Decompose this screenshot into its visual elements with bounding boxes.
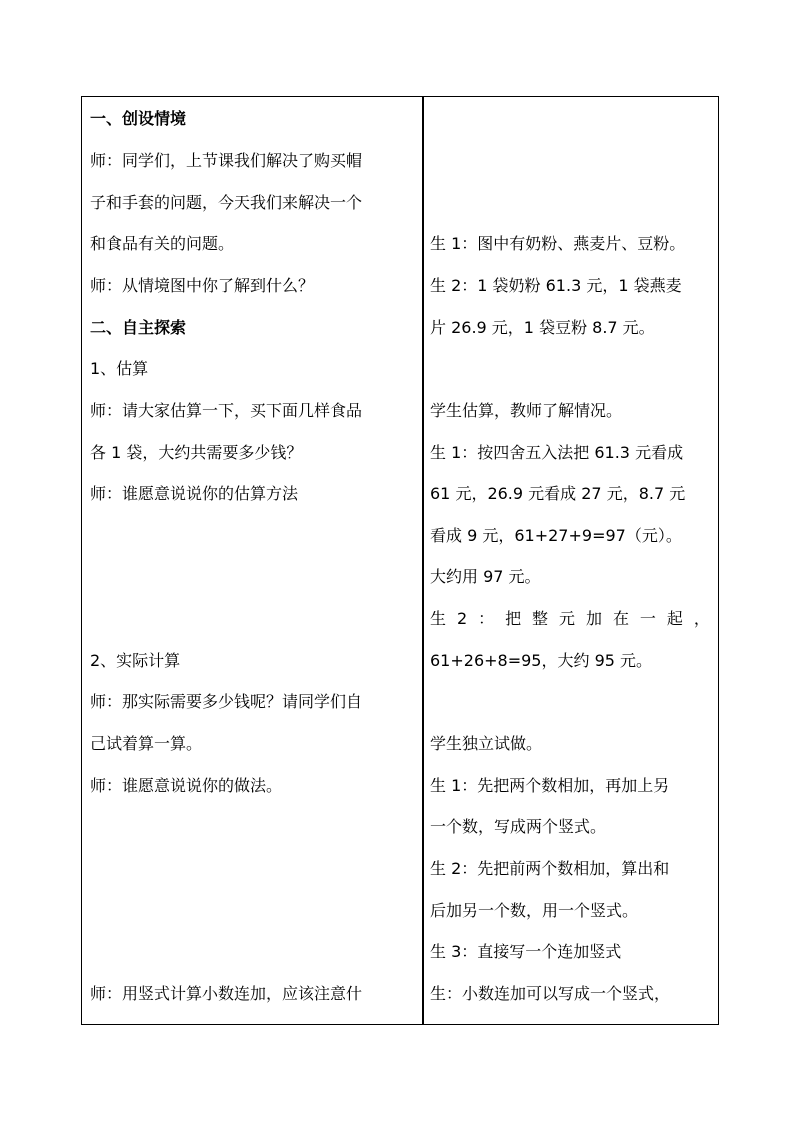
- teacher-line: 师：谁愿意说说你的估算方法: [90, 484, 299, 503]
- column-divider: [422, 97, 424, 1024]
- student-line: 学生独立试做。: [430, 734, 543, 753]
- student-line: 看成 9 元，61+27+9=97（元）。: [430, 526, 682, 545]
- teacher-line: 师：谁愿意说说你的做法。: [90, 776, 283, 795]
- teacher-line: 师：用竖式计算小数连加，应该注意什: [90, 984, 363, 1003]
- student-line: 生 1：按四舍五入法把 61.3 元看成: [430, 443, 684, 462]
- text-char: 整: [532, 609, 549, 628]
- text-char: 一: [639, 609, 656, 628]
- lesson-table: [81, 96, 719, 1025]
- student-line: 61+26+8=95，大约 95 元。: [430, 651, 653, 670]
- teacher-line: 师：那实际需要多少钱呢？请同学们自: [90, 692, 363, 711]
- text-char: ，: [693, 609, 710, 628]
- teacher-line: 师：同学们，上节课我们解决了购买帽: [90, 151, 363, 170]
- teacher-line: 各 1 袋，大约共需要多少钱？: [90, 443, 303, 462]
- student-line: 片 26.9 元，1 袋豆粉 8.7 元。: [430, 318, 655, 337]
- text-char: 2: [456, 609, 468, 628]
- student-line: 61 元，26.9 元看成 27 元，8.7 元: [430, 484, 686, 503]
- text-char: 把: [505, 609, 522, 628]
- student-line-justified: [430, 609, 710, 629]
- student-line: 后加另一个数，用一个竖式。: [430, 901, 639, 920]
- student-line: 大约用 97 元。: [430, 567, 541, 586]
- student-line: 生 2：先把前两个数相加，算出和: [430, 859, 670, 878]
- text-char: 生: [430, 609, 447, 628]
- text-char: ：: [478, 609, 495, 628]
- student-line: 一个数，写成两个竖式。: [430, 817, 607, 836]
- student-line: 生 1：图中有奶粉、燕麦片、豆粉。: [430, 234, 686, 253]
- teacher-line: 己试着算一算。: [90, 734, 203, 753]
- teacher-line: 师：从情境图中你了解到什么？: [90, 276, 315, 295]
- section-title-2: 二、自主探索: [90, 318, 187, 337]
- teacher-line: 和食品有关的问题。: [90, 234, 235, 253]
- teacher-line: 子和手套的问题，今天我们来解决一个: [90, 193, 363, 212]
- teacher-line: 师：请大家估算一下，买下面几样食品: [90, 401, 363, 420]
- subsection-title-actual: 2、实际计算: [90, 651, 181, 670]
- text-char: 在: [612, 609, 629, 628]
- student-line: 生 2：1 袋奶粉 61.3 元，1 袋燕麦: [430, 276, 682, 295]
- student-line: 生 1：先把两个数相加，再加上另: [430, 776, 670, 795]
- text-char: 加: [585, 609, 602, 628]
- student-line: 学生估算，教师了解情况。: [430, 401, 623, 420]
- student-line: 生 3：直接写一个连加竖式: [430, 942, 622, 961]
- section-title-1: 一、创设情境: [90, 109, 187, 128]
- student-line: 生：小数连加可以写成一个竖式，: [430, 984, 671, 1003]
- text-char: 起: [666, 609, 683, 628]
- text-char: 元: [559, 609, 576, 628]
- subsection-title-estimate: 1、估算: [90, 359, 149, 378]
